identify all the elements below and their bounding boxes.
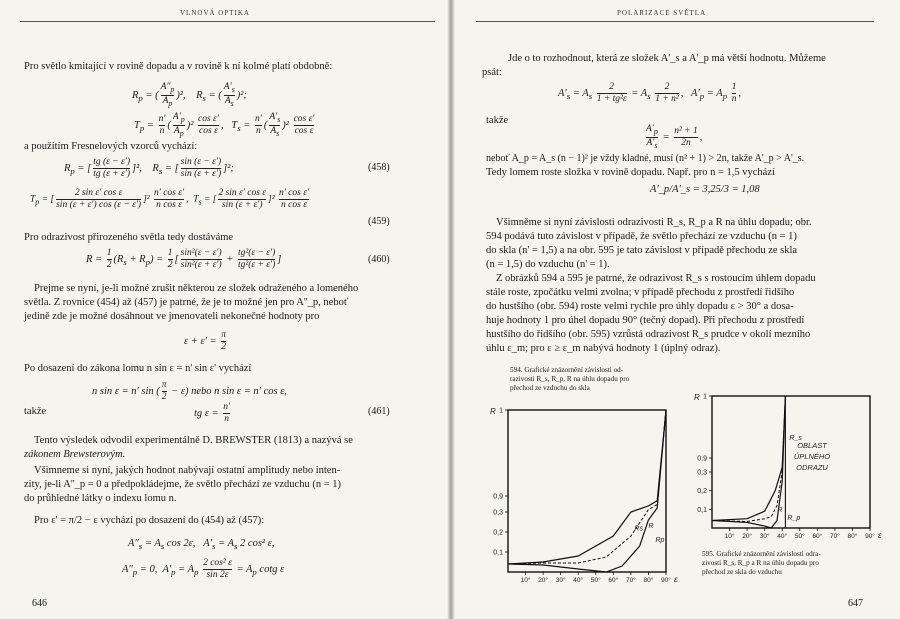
paragraph-4: Pro ε' = π/2 − ε vychází po dosazení do (454) až (457):	[34, 515, 265, 526]
x-tick-label: 90°	[865, 533, 875, 540]
label-rs: Rs	[634, 525, 643, 533]
x-tick-label: 30°	[759, 533, 770, 540]
paragraph-1-line-3: jedině zde je možné dosáhnout ve jmenovateli nekonečné hodnoty pro	[24, 311, 320, 322]
fig595-caption-line-3: přechod ze skla do vzduchu	[702, 568, 782, 576]
equation-number-460: (460)	[368, 254, 390, 265]
x-tick-label: 70°	[625, 577, 636, 584]
paragraph-3-line-3: do průhledné látky o indexu lomu n.	[24, 493, 177, 504]
equation-number-459: (459)	[368, 216, 390, 227]
x-tick-label: 60°	[608, 577, 619, 584]
page-number-right: 647	[848, 598, 863, 609]
total-reflection-label: ÚPLNÉHO	[793, 452, 831, 461]
paragraph-4-line-4: huje hodnoty 1 pro úhel dopadu 90° (tečný dopad). Při přechodu z prostředí	[486, 315, 805, 326]
paragraph-4-line-3: do hustšího (obr. 594) roste velmi rychle pro úhly dopadu ε > 30° a dosa-	[486, 301, 794, 312]
y-tick-label: 1	[499, 407, 503, 415]
paragraph-1-line-1: Prejme se nyní, je-li možné zrušit některou ze složek odraženého a lomeného	[34, 283, 359, 294]
paragraph-3-line-4: (n = 1,5) do vzduchu (n' = 1).	[486, 259, 610, 270]
x-tick-label: 80°	[643, 577, 654, 584]
snell-intro: Po dosazení do zákona lomu n sin ε = n' sin ε' vychází	[24, 363, 252, 374]
paragraph-2-line-2: zákonem Brewsterovým.	[24, 449, 126, 460]
label-r: R	[648, 523, 654, 530]
x-tick-label: 80°	[847, 533, 858, 540]
y-tick-label: 0,1	[493, 549, 503, 557]
paragraph-3-line-3: do skla (n' = 1,5) a na obr. 595 je tato závislost v případě přechodu ze skla	[486, 245, 798, 256]
equation-ratio: $\frac{A'_p}{A'_s}$ = $\frac{\text{n² + 1}}{2n}$ ,	[646, 124, 703, 150]
equation-as-ap: $A'_s = A_s$ $\frac{2}{\text{1 + tg²ε}}$ = $A_s$ $\frac{2}{\text{1 + n²}}$ , $A'_p = A_p$ $\frac{1}{n}$ ,	[558, 82, 742, 104]
intro-text: Pro světlo kmitající v rovině dopadu a v rovině k ní kolmé platí obdobně:	[24, 61, 333, 72]
paragraph-3-line-2: 594 podává tuto závislost v případě, že světlo přechází ze vzduchu (n = 1)	[486, 231, 797, 242]
equation-sum-angles: ε + ε′ = $\frac{\pi}{2}$	[184, 330, 227, 352]
total-reflection-label: OBLAST	[797, 441, 827, 450]
takze-left: takže	[24, 406, 47, 417]
y-tick-label: 0,9	[493, 493, 503, 501]
y-axis-label: R	[694, 393, 700, 402]
natural-light-text: Pro odrazivost přirozeného světla tedy dostáváme	[24, 232, 234, 243]
series-r-line	[508, 410, 666, 564]
chart-595	[672, 362, 882, 552]
total-reflection-label: ODRAZU	[796, 463, 828, 472]
series-rs-line	[712, 396, 785, 521]
right-page	[450, 0, 900, 619]
fresnel-intro: a použitím Fresnelových vzorců vychází:	[24, 141, 198, 152]
paragraph-1-line-1: Jde o to rozhodnout, která ze složek A'_s a A'_p má větší hodnotu. Můžeme	[508, 53, 826, 64]
series-rs-line	[508, 410, 666, 564]
equation-458: $R_p$ = [ $\frac{tg (\varepsilon - \varepsilon')}{tg (\varepsilon + \varepsilon')}$ ]², $R_s$ = [ $\frac{\sin (\varepsilon - \varepsilon')}{\sin (\varepsilon + \varepsilon')}$ ]²;	[64, 157, 234, 179]
equation-459: $T_p$ = [ $\frac{\text{2 sin ε′ cos ε}}{\sin (\varepsilon + \varepsilon') \cos (\varepsilon - \varepsilon')}$ ]² $\frac{\text{n′ cos ε′}}{\text{n cos ε}}$ , $T_s$ = [ $\frac{\text{2 sin ε′ cos ε}}{\sin (\varepsilon + \varepsilon')}$ ]² $\frac{\text{n′ cos ε′}}{\text{n cos ε}}$	[30, 188, 310, 210]
x-axis-label: ε	[878, 531, 882, 540]
paragraph-1-line-2: psát:	[482, 67, 502, 78]
x-axis-label: ε	[674, 575, 678, 584]
running-head: POLARIZACE SVĚTLA	[617, 9, 707, 17]
header-rule	[476, 21, 874, 22]
x-tick-label: 40°	[777, 533, 788, 540]
equation-number-458: (458)	[368, 162, 390, 173]
paragraph-3-line-1: Všimněme si nyní závislosti odrazivosti R_s, R_p a R na úhlu dopadu; obr.	[496, 217, 812, 228]
paragraph-2-line-2: Tedy lomem roste složka v rovině dopadu. Např. pro n = 1,5 vychází	[486, 167, 775, 178]
x-tick-label: 50°	[794, 533, 805, 540]
x-tick-label: 20°	[538, 577, 549, 584]
x-tick-label: 50°	[590, 577, 601, 584]
y-tick-label: 0,2	[697, 488, 707, 496]
series-rp-line	[508, 410, 666, 572]
y-tick-label: 0,2	[493, 529, 503, 537]
fig595-caption-line-2: zivosti R_s, R_p a R na úhlu dopadu pro	[702, 559, 819, 567]
takze-right: takže	[486, 115, 509, 126]
equation-brewster: tg ε = $\frac{n'}{n}$	[194, 402, 231, 424]
fig594-caption-line-2: razivosti R_s, R_p, R na úhlu dopadu pro	[510, 375, 630, 383]
x-tick-label: 70°	[829, 533, 840, 540]
label-rp: R_p	[787, 515, 801, 522]
series-r-line	[712, 396, 785, 522]
paragraph-4-line-2: stále roste, zpočátku velmi zvolna; v případě přechodu z prostředí řidšího	[486, 287, 795, 298]
fig594-caption-line-3: přechod ze vzduchu do skla	[510, 384, 590, 392]
y-tick-label: 0,1	[697, 506, 707, 514]
paragraph-4-line-6: úhlu ε_m; pro ε ≥ ε_m nabývá hodnoty 1 (úplný odraz).	[486, 343, 721, 354]
paragraph-1-line-2: světla. Z rovnice (454) až (457) je patrné, že je to možné jen pro A''_p, neboť	[24, 297, 349, 308]
series-rp-line	[712, 396, 785, 528]
x-tick-label: 30°	[555, 577, 566, 584]
plot-frame	[508, 410, 666, 572]
y-tick-label: 0,9	[697, 455, 707, 463]
equation-numeric: A'_p/A'_s = 3,25/3 = 1,08	[650, 184, 760, 195]
y-tick-label: 0,3	[697, 469, 707, 477]
paragraph-3-line-2: zity, je-li A''_p = 0 a předpokládejme, že světlo přechází ze vzduchu (n = 1)	[24, 479, 341, 490]
x-tick-label: 90°	[661, 577, 671, 584]
x-tick-label: 10°	[520, 577, 531, 584]
running-head: VLNOVÁ OPTIKA	[180, 9, 250, 17]
paragraph-2-line-1: neboť A_p = A_s (n − 1)² je vždy kladné, musí (n² + 1) > 2n, takže A'_p > A'_s.	[486, 153, 805, 164]
paragraph-3-line-1: Všimneme si nyní, jakých hodnot nabývají ostatní amplitudy nebo inten-	[34, 465, 341, 476]
equation-460: R = $\frac{1}{2}$ $(R_s + R_p)$ = $\frac{1}{2}$ [ $\frac{\text{sin²(ε − ε′)}}{\text{sin²(ε + ε′)}}$ + $\frac{\text{tg²(ε − ε′)}}{\text{tg²(ε + ε′)}}$ ]	[86, 248, 282, 270]
label-r: R	[777, 507, 783, 514]
plot-frame	[712, 396, 870, 528]
x-tick-label: 10°	[724, 533, 735, 540]
fig594-caption-line-1: 594. Grafické znázornění závislosti od-	[510, 366, 624, 374]
fig595-caption-line-1: 595. Grafické znázornění závislosti odra-	[702, 550, 821, 558]
y-tick-label: 0,3	[493, 509, 503, 517]
header-rule	[20, 21, 435, 22]
y-tick-label: 1	[703, 393, 707, 401]
equation-snell: n sin ε = n′ sin ( $\frac{\pi}{2}$ − ε) nebo n sin ε = n′ cos ε,	[92, 380, 287, 402]
paragraph-4-line-5: hustšího do řidšího (obr. 595) vzrůstá odrazivost R_s prudce v okolí mezního	[486, 329, 811, 340]
book-gutter	[447, 0, 455, 619]
paragraph-2-line-1: Tento výsledek odvodil experimentálně D. BREWSTER (1813) a nazývá se	[34, 435, 353, 446]
x-tick-label: 40°	[573, 577, 584, 584]
x-tick-label: 60°	[812, 533, 823, 540]
label-rp: Rp	[655, 537, 665, 544]
chart-594	[470, 392, 690, 588]
equation-number-461: (461)	[368, 406, 390, 417]
equation-as: $A''_s = A_s$ cos 2ε, $A'_s = A_s$ 2 cos² ε,	[128, 538, 275, 552]
paragraph-4-line-1: Z obrázků 594 a 595 je patrné, že odrazivost R_s s rostoucím úhlem dopadu	[496, 273, 816, 284]
label-rs: R_s	[789, 435, 802, 442]
equation-tp-ts: $T_p$ = $\frac{n'}{n}$ ( $\frac{A'_p}{A_p}$ )² $\frac{\text{cos ε′}}{\text{cos ε}}$ , $T_s$ = $\frac{n'}{n}$ ( $\frac{A'_s}{A_s}$ )² $\frac{\text{cos ε′}}{\text{cos ε}}$	[134, 112, 315, 138]
y-axis-label: R	[490, 407, 496, 416]
equation-rp-rs: $R_p$ = ( $\frac{A''_p}{A_p}$ )², $R_s$ = ( $\frac{A'_s}{A_s}$ )²;	[132, 82, 247, 108]
x-tick-label: 20°	[742, 533, 753, 540]
equation-ap: $A''_p = 0$, $A'_p = A_p$ $\frac{\text{2 cos² ε}}{\sin 2\varepsilon}$ = $A_p$ cotg ε	[122, 558, 285, 580]
page-number-left: 646	[32, 598, 47, 609]
